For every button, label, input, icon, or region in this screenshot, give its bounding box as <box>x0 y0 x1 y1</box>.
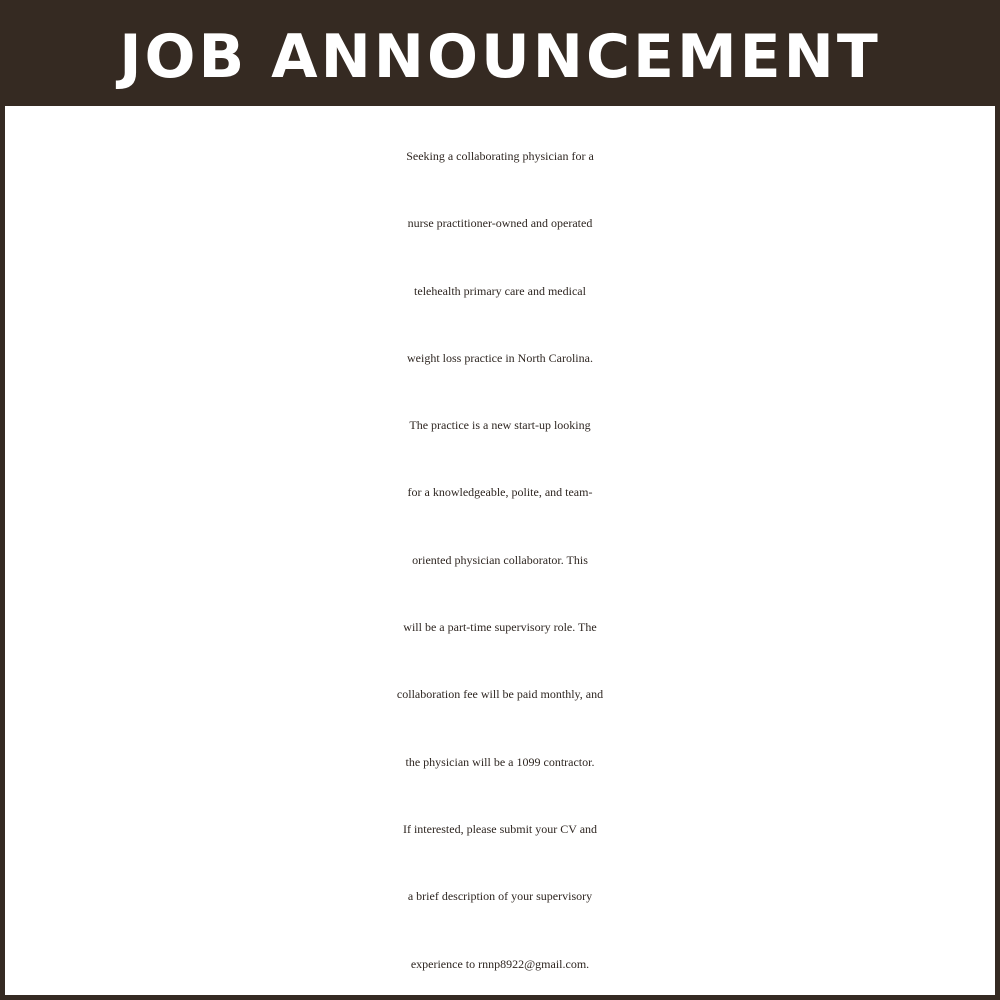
body-line: Seeking a collaborating physician for a <box>406 149 594 163</box>
body-line: the physician will be a 1099 contractor. <box>405 754 595 769</box>
contact-email-line: experience to rnnp8922@gmail.com. <box>410 956 590 971</box>
body-line: will be a part-time supervisory role. The <box>403 620 597 635</box>
body-line: a brief description of your supervisory <box>407 889 593 904</box>
body-line: The practice is a new start-up looking <box>409 418 591 433</box>
body-line: oriented physician collaborator. This <box>412 552 588 567</box>
announcement-body <box>5 123 995 998</box>
header-banner <box>5 5 995 106</box>
body-line: collaboration fee will be paid monthly, and <box>396 687 604 702</box>
body-line: telehealth primary care and medical <box>414 283 586 298</box>
announcement-title: JOB ANNOUNCEMENT <box>119 21 881 92</box>
body-line: weight loss practice in North Carolina. <box>407 350 593 365</box>
body-line: nurse practitioner-owned and operated <box>407 216 593 231</box>
body-line: for a knowledgeable, polite, and team- <box>407 485 593 500</box>
body-line: If interested, please submit your CV and <box>402 821 598 836</box>
